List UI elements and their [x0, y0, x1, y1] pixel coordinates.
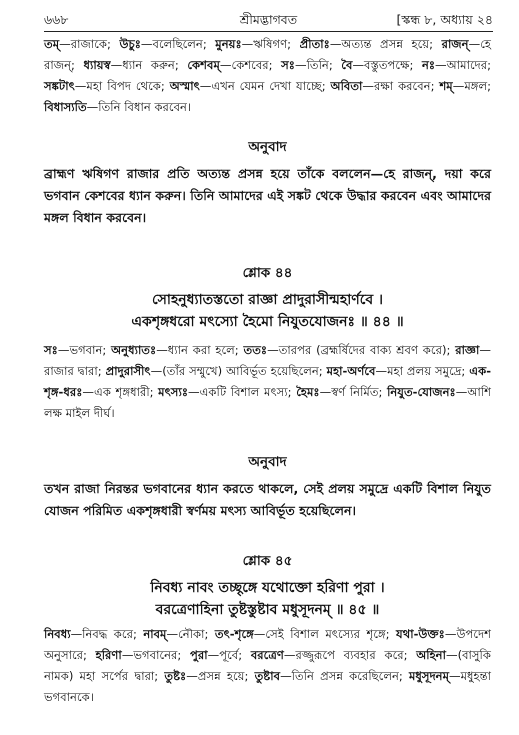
term-meaning: —ভগবানের;	[121, 648, 191, 662]
sanskrit-term: নাবম্	[143, 627, 167, 641]
chapter-reference: [স্কন্ধ ৮, অধ্যায় ২৪	[396, 12, 493, 27]
term-meaning: —ধ্যান করা হলে;	[156, 343, 244, 357]
sanskrit-term: কেশবম্	[187, 58, 220, 72]
translation-section-1	[44, 136, 491, 229]
verse-line: বরত্রেণাহিনা তুষ্টস্তুষ্টাব মধুসূদনম্ ॥ ৪৫ ॥	[155, 602, 380, 618]
verse-45	[44, 550, 491, 621]
sanskrit-term: মধুসূদনম্	[408, 669, 450, 683]
word-meaning-paragraph	[44, 340, 491, 424]
sanskrit-term: তম্	[44, 37, 60, 51]
term-meaning: —হে রাজন্;	[44, 37, 491, 72]
term-meaning: —ধ্যান করুন;	[110, 58, 188, 72]
sanskrit-term: বৈ	[341, 58, 353, 72]
sanskrit-term: উচুঃ	[119, 37, 141, 51]
sanskrit-term: তুষ্টাব	[254, 669, 281, 683]
verse-line: নিবধ্য নাবং তচ্ছৃঙ্গে যথোক্তো হরিণা পুরা ।	[150, 580, 385, 596]
sanskrit-term: সঃ	[44, 343, 58, 357]
term-meaning: —আশি লক্ষ মাইল দীর্ঘ।	[44, 385, 492, 420]
word-meaning-44	[44, 340, 491, 424]
sanskrit-term: নঃ	[421, 58, 436, 72]
term-meaning: —(বাসুকি নামক) মহা সর্পের দ্বারা;	[44, 648, 491, 683]
term-meaning: —আমাদের;	[435, 58, 491, 72]
term-meaning: —বস্তুতপক্ষে;	[352, 58, 422, 72]
sanskrit-term: প্রীতাঃ	[299, 37, 330, 51]
sanskrit-term: রাজন্	[441, 37, 469, 51]
sanskrit-term: হরিণা	[95, 648, 122, 662]
term-meaning: —তারপর (ব্রহ্মর্ষিদের বাক্য শ্রবণ করে);	[267, 343, 456, 357]
term-meaning: —উপদেশ অনুসারে;	[44, 627, 491, 662]
term-meaning: —তিনি;	[294, 58, 342, 72]
header-rule	[44, 31, 493, 32]
term-meaning: —মহা প্রলয় সমুদ্রে;	[375, 364, 470, 378]
page-header	[44, 6, 493, 32]
sanskrit-term: এক-শৃঙ্গ-ধরঃ	[44, 364, 492, 399]
term-meaning: —ভগবান;	[57, 343, 112, 357]
sanskrit-term: ধ্যায়স্ব	[83, 58, 111, 72]
sanskrit-term: অনুধ্যাতঃ	[111, 343, 157, 357]
term-meaning: —অত্যন্ত প্রসন্ন হয়ে;	[329, 37, 442, 51]
term-meaning: —রাজার দ্বারা;	[44, 343, 491, 378]
verse-heading: শ্লোক ৪৪	[242, 265, 293, 281]
word-meaning-paragraph	[44, 34, 491, 118]
sanskrit-term: পুরা	[190, 648, 208, 662]
term-meaning: —তিনি বিধান করবেন।	[86, 100, 192, 114]
term-meaning: —সেই বিশাল মৎস্যের শৃঙ্গে;	[253, 627, 397, 641]
term-meaning: —রাজাকে;	[59, 37, 120, 51]
term-meaning: —এক শৃঙ্গধারী;	[82, 385, 159, 399]
translation-text: ব্রাহ্মণ ঋষিগণ রাজার প্রতি অত্যন্ত প্রসন্ন হয়ে তাঁকে বললেন—হে রাজন্, দয়া করে ভগবান কেশবের ধ্যান করুন। তিনি আমাদের এই সঙ্কট থেকে উদ্ধার করবেন এবং আমাদের মঙ্গল বিধান করবেন।	[44, 166, 491, 225]
word-meaning-45	[44, 624, 491, 708]
term-meaning: —নিবদ্ধ করে;	[70, 627, 144, 641]
term-meaning: —তিনি প্রসন্ন করেছিলেন;	[280, 669, 409, 683]
sanskrit-term: তৎ-শৃঙ্গে	[214, 627, 254, 641]
verse-line: একশৃঙ্গধরো মৎস্যো হৈমো নিযুতযোজনঃ ॥ ৪৪ ॥	[131, 314, 404, 330]
sanskrit-term: অবিতা	[330, 79, 363, 93]
term-meaning: —কেশবের;	[219, 58, 282, 72]
translation-heading: অনুবাদ	[248, 139, 287, 155]
running-title: শ্রীমদ্ভাগবত	[239, 12, 298, 27]
term-meaning: —মধুহন্তা ভগবানকে।	[44, 669, 491, 704]
translation-text: তখন রাজা নিরন্তর ভগবানের ধ্যান করতে থাকলে, সেই প্রলয় সমুদ্রে একটি বিশাল নিযুত যোজন পরিমিত একশৃঙ্গধারী স্বর্ণময় মৎস্য আবির্ভূত হয়েছিলেন।	[44, 481, 491, 518]
term-meaning: —এখন যেমন দেখা যাচ্ছে;	[199, 79, 331, 93]
term-meaning: —একটি বিশাল মৎস্য;	[188, 385, 297, 399]
sanskrit-term: বিধাস্যতি	[44, 100, 87, 114]
term-meaning: —বলেছিলেন;	[140, 37, 216, 51]
term-meaning: —(তাঁর সম্মুখে) আবির্ভূত হয়েছিলেন;	[150, 364, 327, 378]
sanskrit-term: মুনয়ঃ	[215, 37, 242, 51]
word-meaning-top	[44, 34, 491, 118]
term-meaning: —ঋষিগণ;	[241, 37, 300, 51]
term-meaning: —পূর্বে;	[207, 648, 251, 662]
sanskrit-term: শম্	[439, 79, 453, 93]
sanskrit-term: নিবধ্য	[44, 627, 71, 641]
verse-line: সোহনুধ্যাতস্ততো রাজ্ঞা প্রাদুরাসীন্মহার্ণবে ।	[151, 292, 384, 308]
sanskrit-term: রাজ্ঞা	[455, 343, 480, 357]
sanskrit-term: মৎস্যঃ	[158, 385, 189, 399]
sanskrit-term: বরত্রেণ	[250, 648, 284, 662]
verse-44	[44, 262, 491, 333]
translation-section-2	[44, 451, 491, 522]
term-meaning: —নৌকা;	[166, 627, 215, 641]
term-meaning: —রজ্জুরূপে ব্যবহার করে;	[283, 648, 417, 662]
sanskrit-term: যথা-উক্তঃ	[396, 627, 445, 641]
term-meaning: —প্রসন্ন হয়ে;	[186, 669, 255, 683]
sanskrit-term: অস্মাৎ	[169, 79, 200, 93]
sanskrit-term: অহিনা	[416, 648, 446, 662]
word-meaning-paragraph	[44, 624, 491, 708]
term-meaning: —মহা বিপদ থেকে;	[74, 79, 170, 93]
term-meaning: —স্বর্ণ নির্মিত;	[319, 385, 388, 399]
term-meaning: —রক্ষা করবেন;	[362, 79, 440, 93]
sanskrit-term: সঃ	[281, 58, 295, 72]
sanskrit-term: ততঃ	[243, 343, 268, 357]
sanskrit-term: সঙ্কটাৎ	[44, 79, 75, 93]
sanskrit-term: নিযুত-যোজনঃ	[387, 385, 456, 399]
translation-heading: অনুবাদ	[248, 454, 287, 470]
page-number: ৬৬৮	[44, 12, 69, 27]
sanskrit-term: হৈমঃ	[296, 385, 320, 399]
sanskrit-term: তুষ্টঃ	[164, 669, 187, 683]
sanskrit-term: মহা-অর্ণবে	[326, 364, 376, 378]
sanskrit-term: প্রাদুরাসীৎ	[105, 364, 151, 378]
term-meaning: —মঙ্গল;	[452, 79, 492, 93]
verse-heading: শ্লোক ৪৫	[242, 553, 293, 569]
